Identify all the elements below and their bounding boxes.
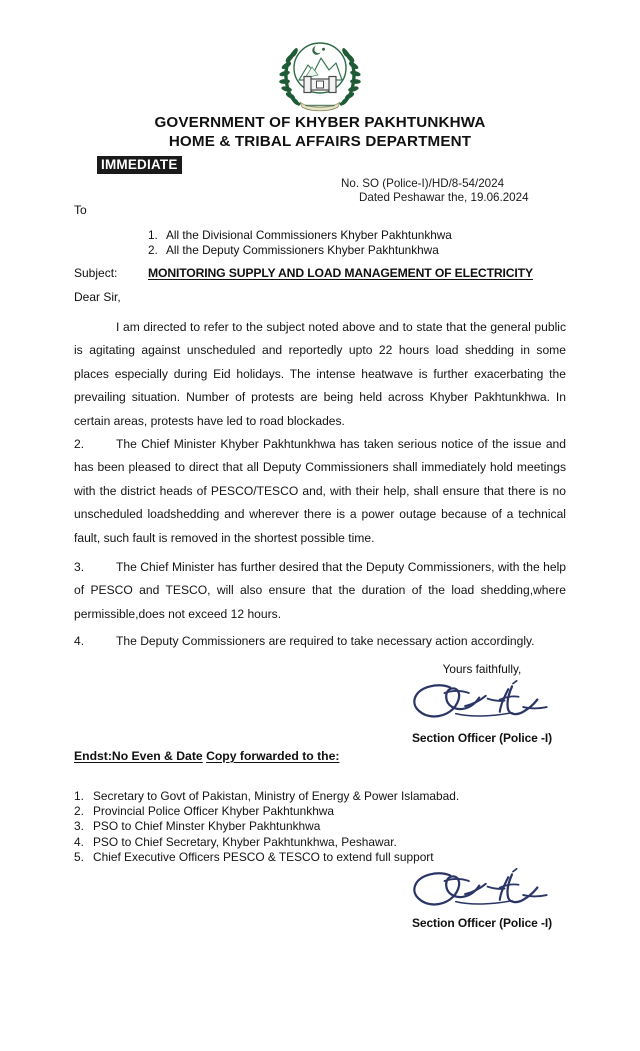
- reference-block: [341, 177, 529, 204]
- paragraph-4-number: 4.: [74, 634, 85, 648]
- paragraph-2-number: 2.: [74, 437, 85, 451]
- copy-item-text: Chief Executive Officers PESCO & TESCO to extend full support: [93, 849, 434, 864]
- endorsement-heading: [74, 749, 339, 765]
- paragraph-4-text: The Deputy Commissioners are required to take necessary action accordingly.: [116, 634, 535, 648]
- salutation: Dear Sir,: [74, 290, 121, 304]
- government-title: GOVERNMENT OF KHYBER PAKHTUNKHWA: [154, 114, 486, 131]
- list-item: [148, 243, 452, 258]
- paragraph-3-number: 3.: [74, 560, 85, 574]
- priority-tag: IMMEDIATE: [97, 156, 182, 174]
- list-item: [74, 789, 459, 804]
- addressee-text: All the Divisional Commissioners Khyber Pakhtunkhwa: [166, 228, 452, 242]
- khyber-pakhtunkhwa-government-crest-icon: [274, 34, 366, 112]
- endorsement-line-1: Endst:No Even & Date: [74, 749, 203, 763]
- copy-item-number: 4.: [74, 834, 84, 849]
- paragraph-4: [74, 630, 566, 653]
- department-title: HOME & TRIBAL AFFAIRS DEPARTMENT: [168, 133, 472, 150]
- paragraph-3: [74, 556, 566, 626]
- copy-forwarded-list: [74, 789, 459, 865]
- signature-block-primary: [392, 662, 572, 745]
- addressee-list: [148, 228, 452, 257]
- copy-item-number: 3.: [74, 819, 84, 834]
- list-item: [74, 804, 459, 819]
- list-item: [74, 850, 459, 865]
- list-item: [74, 835, 459, 850]
- copy-item-text: PSO to Chief Minster Khyber Pakhtunkhwa: [93, 819, 321, 834]
- closing-salutation: Yours faithfully,: [442, 662, 522, 676]
- reference-number: No. SO (Police-I)/HD/8-54/2024: [341, 177, 505, 190]
- copy-item-number: 1.: [74, 789, 84, 803]
- copy-item-text: PSO to Chief Secretary, Khyber Pakhtunkhwa, Peshawar.: [93, 834, 397, 849]
- signatory-title: Section Officer (Police -I): [412, 731, 552, 745]
- handwritten-signature-icon: [392, 678, 572, 728]
- paragraph-3-text: The Chief Minister has further desired that the Deputy Commissioners, with the help of PESCO and TESCO, will also ensure that the duration of the load shedding,where permissible,does not exceed 12 hours.: [74, 560, 566, 621]
- copy-item-number: 5.: [74, 849, 84, 864]
- paragraph-2-text: The Chief Minister Khyber Pakhtunkhwa has taken serious notice of the issue and has been pleased to direct that all Deputy Commissioners shall immediately hold meetings with the district heads of PESCO/TESCO and, with their help, shall ensure that there is no unscheduled loadshedding and wherever there is a power outage because of a technical fault, such fault is removed in the shortest possible time.: [74, 437, 566, 545]
- subject-row: [74, 266, 574, 280]
- list-item: [148, 228, 452, 243]
- addressee-number: 1.: [148, 228, 158, 242]
- copy-item-text: Provincial Police Officer Khyber Pakhtunkhwa: [93, 804, 335, 819]
- handwritten-signature-icon: [392, 866, 572, 916]
- copy-item-number: 2.: [74, 804, 84, 819]
- signatory-title: Section Officer (Police -I): [412, 916, 552, 930]
- paragraph-1: [74, 316, 566, 433]
- subject-label: Subject:: [74, 266, 118, 280]
- emblem-container: [0, 34, 640, 117]
- signature-block-endorsement: [392, 866, 572, 930]
- endorsement-line-2: Copy forwarded to the:: [206, 749, 340, 763]
- paragraph-2: [74, 433, 566, 550]
- paragraph-1-text: I am directed to refer to the subject noted above and to state that the general public is agitating against unscheduled and reportedly upto 22 hours load shedding in some places especially during Eid holidays. The intense heatwave is further exacerbating the prevailing situation. Number of protests are being held across Khyber Pakhtunkhwa. In certain areas, protests have led to road blockades.: [74, 320, 566, 428]
- list-item: [74, 819, 459, 834]
- subject-text: MONITORING SUPPLY AND LOAD MANAGEMENT OF ELECTRICITY: [148, 266, 533, 280]
- addressee-number: 2.: [148, 242, 158, 257]
- to-label: To: [74, 203, 87, 217]
- letterhead-titles: [0, 113, 640, 151]
- addressee-text: All the Deputy Commissioners Khyber Pakhtunkhwa: [166, 242, 439, 257]
- reference-date: Dated Peshawar the, 19.06.2024: [359, 190, 529, 204]
- copy-item-text: Secretary to Govt of Pakistan, Ministry of Energy & Power Islamabad.: [93, 789, 460, 803]
